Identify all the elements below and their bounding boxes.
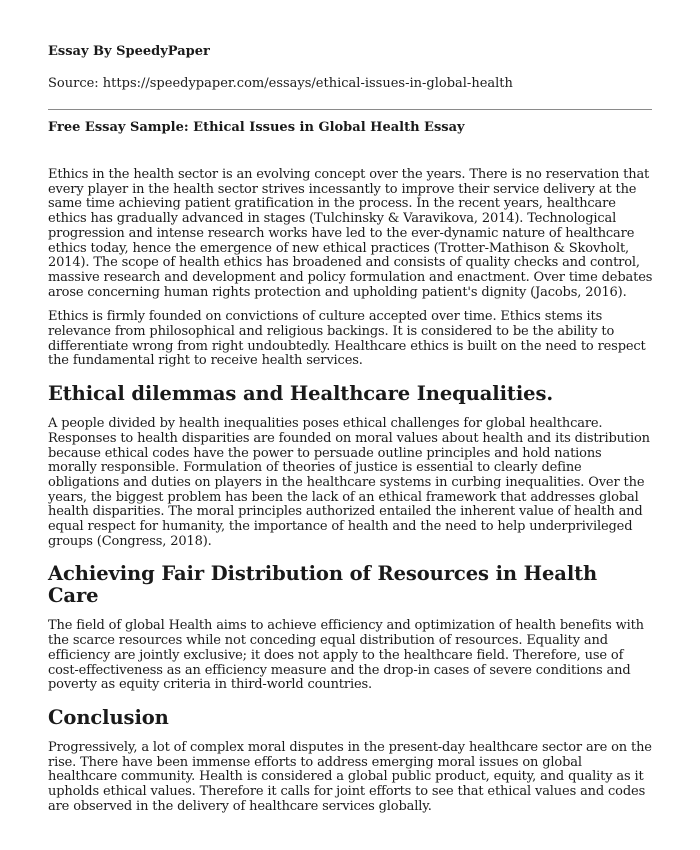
source-line: Source: https://speedypaper.com/essays/ethical-issues-in-global-health	[48, 76, 513, 91]
intro-paragraph-2: Ethics is firmly founded on convictions of culture accepted over time. Ethics stems its relevance from philosophical and religious backings. It is considered to be the ability to differentiate wrong from right undoubtedly. Healthcare ethics is built on the need to respect the fundamental right to receive health services.	[48, 309, 646, 369]
essay-body	[48, 168, 654, 825]
section-paragraph-inequalities: A people divided by health inequalities poses ethical challenges for global healthcare. Responses to health disparities are founded on moral values about health and its distribution because ethical codes have the power to persuade outline principles and hold nations morally responsible. Formulation of theories of justice is essential to clearly define obligations and duties on players in the healthcare systems in curbing inequalities. Over the years, the biggest problem has been the lack of an ethical framework that addresses global health disparities. The moral principles authorized entailed the inherent value of health and equal respect for humanity, the importance of health and the need to help underprivileged groups (Congress, 2018).	[48, 416, 650, 549]
header-divider	[48, 109, 652, 110]
section-paragraph-conclusion: Progressively, a lot of complex moral disputes in the present-day healthcare sector are on the rise. There have been immense efforts to address emerging moral issues on global healthcare community. Health is considered a global public product, equity, and quality as it upholds ethical values. Therefore it calls for joint efforts to see that ethical values and codes are observed in the delivery of healthcare services globally.	[48, 739, 652, 814]
essay-title: Free Essay Sample: Ethical Issues in Global Health Essay	[48, 120, 465, 135]
section-heading-conclusion: Conclusion	[48, 705, 169, 729]
section-heading-inequalities: Ethical dilemmas and Healthcare Inequalities.	[48, 382, 554, 406]
section-heading-fair-distribution: Achieving Fair Distribution of Resources in Health Care	[48, 562, 598, 608]
brand-line: Essay By SpeedyPaper	[48, 44, 210, 59]
intro-paragraph-1: Ethics in the health sector is an evolving concept over the years. There is no reservation that every player in the health sector strives incessantly to improve their service delivery at the same time achieving patient gratification in the process. In the recent years, healthcare ethics has gradually advanced in stages (Tulchinsky & Varavikova, 2014). Technological progression and intense research works have led to the ever-dynamic nature of healthcare ethics today, hence the emergence of new ethical practices (Trotter-Mathison & Skovholt, 2014). The scope of health ethics has broadened and consists of quality checks and control, massive research and development and policy formulation and enactment. Over time debates arose concerning human rights protection and upholding patient's dignity (Jacobs, 2016).	[48, 167, 653, 300]
section-paragraph-fair-distribution: The field of global Health aims to achieve efficiency and optimization of health benefits with the scarce resources while not conceding equal distribution of resources. Equality and efficiency are jointly exclusive; it does not apply to the healthcare field. Therefore, use of cost-effectiveness as an efficiency measure and the drop-in cases of severe conditions and poverty as equity criteria in third-world countries.	[48, 618, 644, 693]
